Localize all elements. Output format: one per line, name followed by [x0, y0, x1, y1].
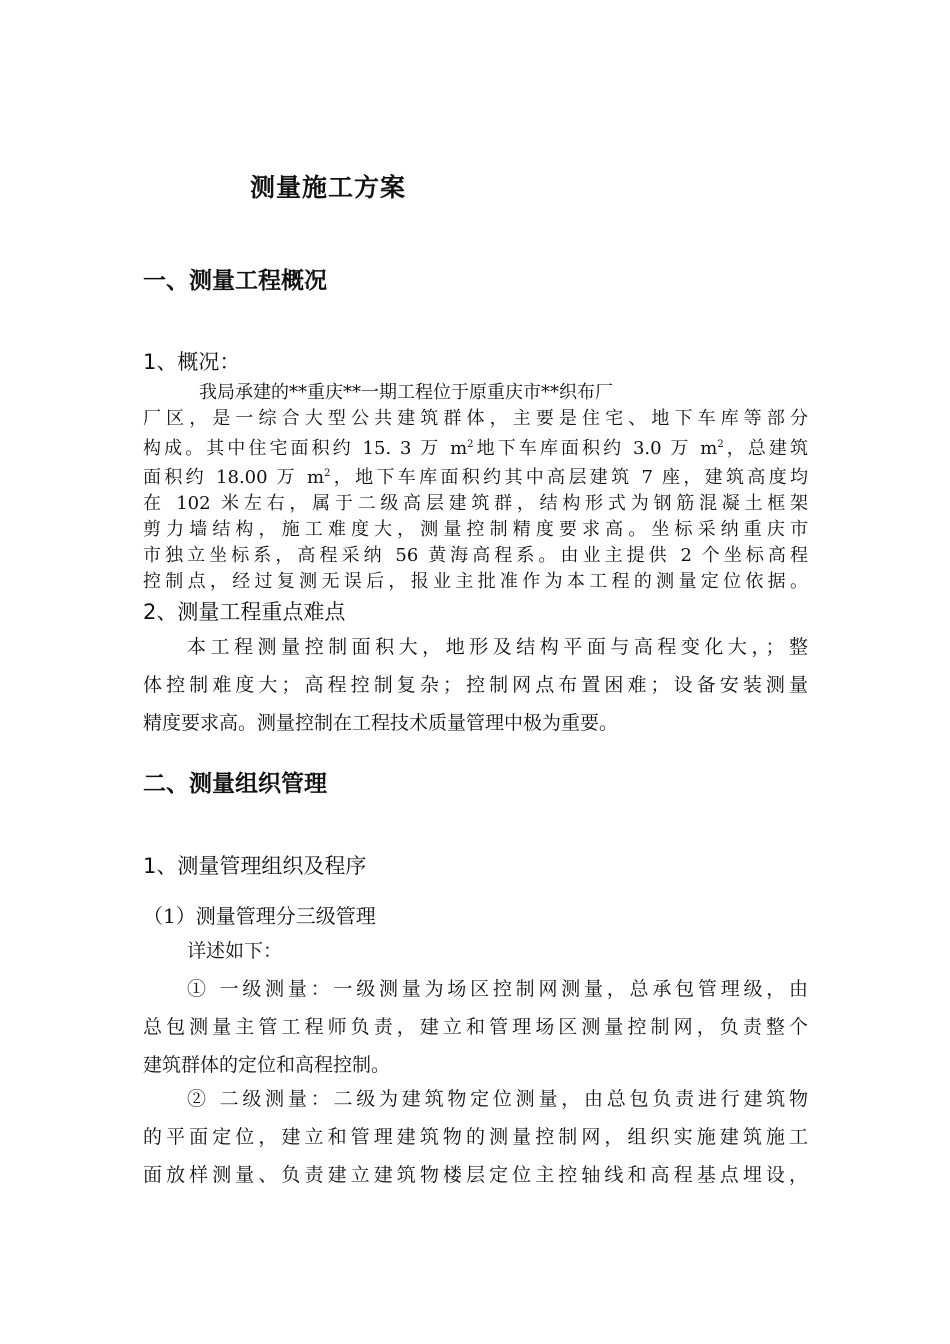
section-1-2-heading: 2、测量工程重点难点: [143, 600, 346, 624]
paragraph-line: ② 二级测量：二级为建筑物定位测量，由总包负责进行建筑物: [187, 1088, 808, 1110]
management-level-2: [143, 1080, 808, 1194]
section-1-heading: 一、测量工程概况: [143, 268, 327, 294]
management-levels: [143, 932, 808, 1084]
paragraph-line: 总包测量主管工程师负责，建立和管理场区测量控制网，负责整个: [143, 1016, 808, 1038]
intro-line: 详述如下：: [187, 940, 283, 962]
overview-paragraph: [143, 380, 808, 594]
section-2-1-heading: 1、测量管理组织及程序: [143, 854, 367, 878]
paragraph-line: 面积约 18.00 万 $m^2$，地下车库面积约其中高层建筑 7 座，建筑高度均: [143, 467, 808, 489]
difficulty-paragraph: [143, 628, 808, 742]
paragraph-line: 本工程测量控制面积大，地形及结构平面与高程变化大，；整: [187, 636, 808, 658]
paragraph-line: 剪力墙结构，施工难度大，测量控制精度要求高。坐标采纳重庆市: [143, 518, 808, 540]
paragraph-line: 精度要求高。测量控制在工程技术质量管理中极为重要。: [143, 712, 619, 734]
paragraph-line: 体控制难度大；高程控制复杂；控制网点布置困难；设备安装测量: [143, 674, 808, 696]
paragraph-line: 面放样测量、负责建立建筑物楼层定位主控轴线和高程基点埋设，: [143, 1164, 808, 1186]
paragraph-line: 建筑群体的定位和高程控制。: [143, 1054, 391, 1076]
paragraph-line: 的平面定位，建立和管理建筑物的测量控制网，组织实施建筑施工: [143, 1126, 808, 1148]
paragraph-line: 在 102 米左右，属于二级高层建筑群，结构形式为钢筋混凝土框架: [143, 493, 808, 515]
section-2-heading: 二、测量组织管理: [143, 771, 327, 797]
paragraph-line: 控制点，经过复测无误后，报业主批准作为本工程的测量定位依据。: [143, 570, 808, 592]
paragraph-line: 构成。其中住宅面积约 15. 3 万 $m^2$地下车库面积约 3.0 万 $m^2$，总建筑: [143, 437, 808, 459]
paragraph-line: 我局承建的**重庆**一期工程位于原重庆市**织布厂: [199, 382, 613, 403]
paragraph-line: 厂区，是一综合大型公共建筑群体，主要是住宅、地下车库等部分: [143, 407, 808, 429]
paragraph-line: ① 一级测量：一级测量为场区控制网测量，总承包管理级，由: [187, 978, 808, 1000]
document-title: 测量施工方案: [250, 173, 407, 202]
item-heading: （1）测量管理分三级管理: [143, 904, 376, 928]
paragraph-line: 市独立坐标系，高程采纳 56 黄海高程系。由业主提供 2 个坐标高程: [143, 544, 808, 566]
section-1-1-heading: 1、概况：: [143, 350, 241, 374]
